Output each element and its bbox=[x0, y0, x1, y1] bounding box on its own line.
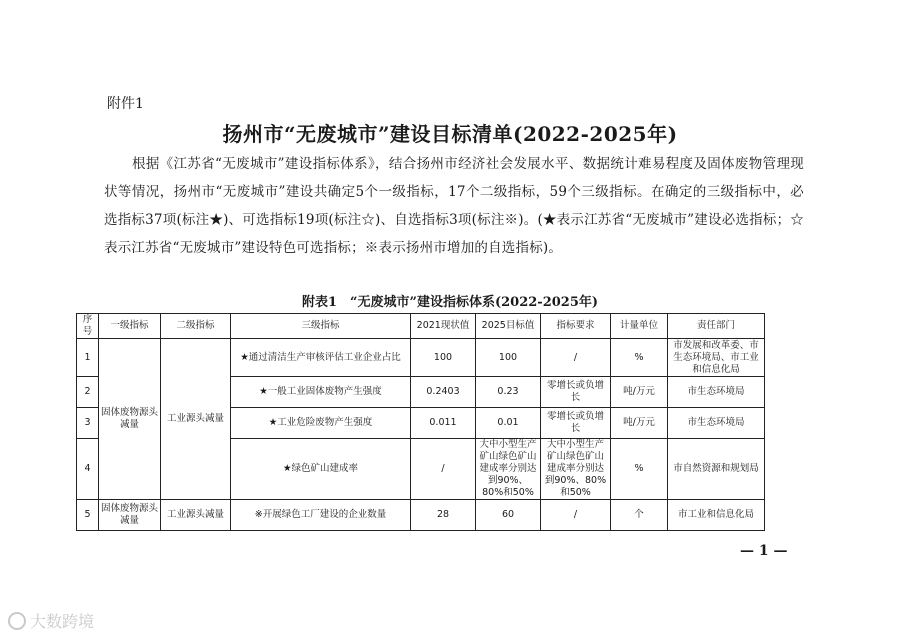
target-cell: 60 bbox=[476, 500, 541, 531]
target-cell: 100 bbox=[476, 339, 541, 377]
header-unit: 计量单位 bbox=[611, 314, 668, 339]
requirement-cell: 大中小型生产矿山绿色矿山建成率分别达到90%、80%和50% bbox=[541, 439, 611, 500]
requirement-cell: 零增长或负增长 bbox=[541, 408, 611, 439]
page-number: — 1 — bbox=[740, 543, 788, 559]
unit-cell: 吨/万元 bbox=[611, 408, 668, 439]
level1-cell: 固体废物源头减量 bbox=[99, 339, 161, 500]
row-seq: 3 bbox=[77, 408, 99, 439]
unit-cell: % bbox=[611, 439, 668, 500]
current-cell: / bbox=[411, 439, 476, 500]
attachment-label: 附件1 bbox=[107, 96, 144, 112]
intro-paragraph: 根据《江苏省“无废城市”建设指标体系》，结合扬州市经济社会发展水平、数据统计难易程度及固体废物管理现状等情况，扬州市“无废城市”建设共确定5个一级指标，17个二级指标，59个三级指标。在确定的三级指标中，必选指标37项(标注★)、可选指标19项(标注☆)、自选指标3项(标注※)。(★表示江苏省“无废城市”建设必选指标；☆表示江苏省“无废城市”建设特色可选指标；※表示扬州市增加的自选指标)。 bbox=[104, 156, 804, 256]
header-requirement: 指标要求 bbox=[541, 314, 611, 339]
level3-cell: ★一般工业固体废物产生强度 bbox=[231, 377, 411, 408]
level2-cell: 工业源头减量 bbox=[161, 339, 231, 500]
current-cell: 0.011 bbox=[411, 408, 476, 439]
header-level3: 三级指标 bbox=[231, 314, 411, 339]
row-seq: 2 bbox=[77, 377, 99, 408]
current-cell: 0.2403 bbox=[411, 377, 476, 408]
requirement-cell: 零增长或负增长 bbox=[541, 377, 611, 408]
level3-cell: ★通过清洁生产审核评估工业企业占比 bbox=[231, 339, 411, 377]
target-cell: 0.01 bbox=[476, 408, 541, 439]
target-cell: 0.23 bbox=[476, 377, 541, 408]
current-cell: 28 bbox=[411, 500, 476, 531]
row-seq: 4 bbox=[77, 439, 99, 500]
dept-cell: 市发展和改革委、市生态环境局、市工业和信息化局 bbox=[668, 339, 765, 377]
unit-cell: 个 bbox=[611, 500, 668, 531]
unit-cell: % bbox=[611, 339, 668, 377]
level3-cell: ★绿色矿山建成率 bbox=[231, 439, 411, 500]
header-current: 2021现状值 bbox=[411, 314, 476, 339]
level3-cell: ※开展绿色工厂建设的企业数量 bbox=[231, 500, 411, 531]
level1-cell: 固体废物源头减量 bbox=[99, 500, 161, 531]
dept-cell: 市生态环境局 bbox=[668, 408, 765, 439]
unit-cell: 吨/万元 bbox=[611, 377, 668, 408]
page-title: 扬州市“无废城市”建设目标清单(2022-2025年) bbox=[222, 122, 678, 146]
indicator-table bbox=[76, 313, 765, 531]
watermark bbox=[8, 609, 94, 632]
target-cell: 大中小型生产矿山绿色矿山建成率分别达到90%、80%和50% bbox=[476, 439, 541, 500]
level3-cell: ★工业危险废物产生强度 bbox=[231, 408, 411, 439]
dept-cell: 市生态环境局 bbox=[668, 377, 765, 408]
row-seq: 5 bbox=[77, 500, 99, 531]
dept-cell: 市工业和信息化局 bbox=[668, 500, 765, 531]
row-seq: 1 bbox=[77, 339, 99, 377]
header-level2: 二级指标 bbox=[161, 314, 231, 339]
header-seq: 序号 bbox=[77, 314, 99, 339]
level2-cell: 工业源头减量 bbox=[161, 500, 231, 531]
dept-cell: 市自然资源和规划局 bbox=[668, 439, 765, 500]
watermark-text: 大数跨境 bbox=[30, 612, 95, 631]
current-cell: 100 bbox=[411, 339, 476, 377]
table-caption: 附表1 “无废城市”建设指标体系(2022-2025年) bbox=[301, 295, 599, 310]
table-header-row bbox=[77, 314, 765, 339]
watermark-logo-icon bbox=[8, 612, 26, 630]
header-target: 2025目标值 bbox=[476, 314, 541, 339]
header-level1: 一级指标 bbox=[99, 314, 161, 339]
requirement-cell: / bbox=[541, 339, 611, 377]
table-row bbox=[77, 339, 765, 377]
requirement-cell: / bbox=[541, 500, 611, 531]
header-dept: 责任部门 bbox=[668, 314, 765, 339]
table-row bbox=[77, 500, 765, 531]
